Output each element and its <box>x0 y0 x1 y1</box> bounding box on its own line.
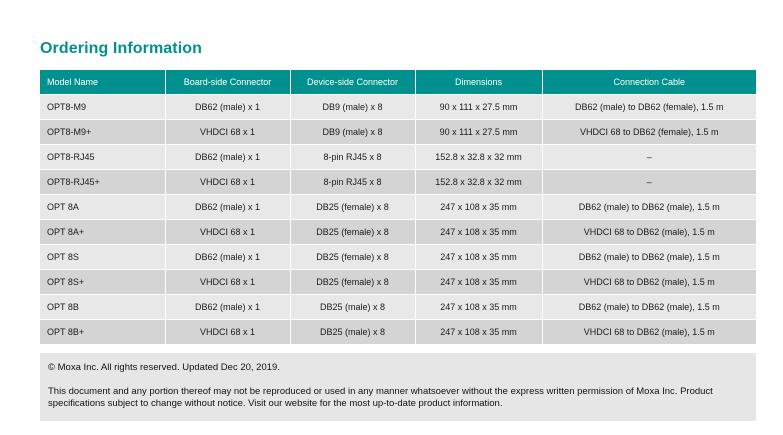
cell-model-name: OPT 8A+ <box>40 220 165 245</box>
cell-connection-cable: – <box>542 145 756 170</box>
cell-device-side-connector: DB25 (female) x 8 <box>290 270 415 295</box>
footer-notice <box>40 353 756 421</box>
cell-device-side-connector: DB25 (male) x 8 <box>290 295 415 320</box>
header-board-side-connector: Board-side Connector <box>165 70 290 95</box>
table-header-row <box>40 70 756 95</box>
cell-dimensions: 247 x 108 x 35 mm <box>415 320 542 345</box>
header-device-side-connector: Device-side Connector <box>290 70 415 95</box>
cell-connection-cable: VHDCI 68 to DB62 (male), 1.5 m <box>542 320 756 345</box>
cell-board-side-connector: DB62 (male) x 1 <box>165 145 290 170</box>
cell-model-name: OPT8-RJ45 <box>40 145 165 170</box>
cell-model-name: OPT8-M9 <box>40 95 165 120</box>
cell-dimensions: 247 x 108 x 35 mm <box>415 270 542 295</box>
cell-dimensions: 90 x 111 x 27.5 mm <box>415 120 542 145</box>
header-model-name: Model Name <box>40 70 165 95</box>
table-row <box>40 245 756 270</box>
cell-board-side-connector: VHDCI 68 x 1 <box>165 220 290 245</box>
cell-board-side-connector: VHDCI 68 x 1 <box>165 270 290 295</box>
cell-device-side-connector: DB25 (female) x 8 <box>290 245 415 270</box>
cell-connection-cable: DB62 (male) to DB62 (male), 1.5 m <box>542 195 756 220</box>
table-row <box>40 220 756 245</box>
cell-model-name: OPT 8S+ <box>40 270 165 295</box>
cell-device-side-connector: DB25 (female) x 8 <box>290 195 415 220</box>
cell-dimensions: 247 x 108 x 35 mm <box>415 220 542 245</box>
table-row <box>40 120 756 145</box>
cell-dimensions: 247 x 108 x 35 mm <box>415 195 542 220</box>
cell-device-side-connector: DB25 (male) x 8 <box>290 320 415 345</box>
cell-connection-cable: – <box>542 170 756 195</box>
section-title: Ordering Information <box>40 40 202 57</box>
table-row <box>40 170 756 195</box>
cell-connection-cable: DB62 (male) to DB62 (male), 1.5 m <box>542 295 756 320</box>
cell-device-side-connector: 8-pin RJ45 x 8 <box>290 145 415 170</box>
cell-connection-cable: VHDCI 68 to DB62 (female), 1.5 m <box>542 120 756 145</box>
cell-board-side-connector: DB62 (male) x 1 <box>165 195 290 220</box>
header-connection-cable: Connection Cable <box>542 70 756 95</box>
cell-model-name: OPT 8A <box>40 195 165 220</box>
cell-board-side-connector: DB62 (male) x 1 <box>165 245 290 270</box>
table-row <box>40 145 756 170</box>
cell-device-side-connector: DB9 (male) x 8 <box>290 95 415 120</box>
cell-device-side-connector: DB25 (female) x 8 <box>290 220 415 245</box>
cell-connection-cable: DB62 (male) to DB62 (male), 1.5 m <box>542 245 756 270</box>
table-row <box>40 95 756 120</box>
cell-dimensions: 247 x 108 x 35 mm <box>415 245 542 270</box>
cell-dimensions: 247 x 108 x 35 mm <box>415 295 542 320</box>
cell-connection-cable: VHDCI 68 to DB62 (male), 1.5 m <box>542 220 756 245</box>
cell-model-name: OPT 8B <box>40 295 165 320</box>
cell-board-side-connector: VHDCI 68 x 1 <box>165 320 290 345</box>
cell-dimensions: 152.8 x 32.8 x 32 mm <box>415 145 542 170</box>
cell-device-side-connector: DB9 (male) x 8 <box>290 120 415 145</box>
disclaimer-text: This document and any portion thereof may not be reproduced or used in any manner whatsoever without the express written permission of Moxa Inc. Product specifications subject to change without notice. Visit our website for the most up-to-date product information. <box>48 385 713 409</box>
cell-model-name: OPT 8S <box>40 245 165 270</box>
table-row <box>40 320 756 345</box>
table-row <box>40 295 756 320</box>
cell-connection-cable: VHDCI 68 to DB62 (male), 1.5 m <box>542 270 756 295</box>
ordering-table <box>40 70 756 344</box>
table-row <box>40 270 756 295</box>
cell-device-side-connector: 8-pin RJ45 x 8 <box>290 170 415 195</box>
cell-board-side-connector: DB62 (male) x 1 <box>165 295 290 320</box>
cell-connection-cable: DB62 (male) to DB62 (female), 1.5 m <box>542 95 756 120</box>
header-dimensions: Dimensions <box>415 70 542 95</box>
cell-dimensions: 90 x 111 x 27.5 mm <box>415 95 542 120</box>
table-row <box>40 195 756 220</box>
cell-board-side-connector: VHDCI 68 x 1 <box>165 120 290 145</box>
copyright-text: © Moxa Inc. All rights reserved. Updated Dec 20, 2019. <box>48 362 280 373</box>
cell-model-name: OPT8-M9+ <box>40 120 165 145</box>
cell-model-name: OPT8-RJ45+ <box>40 170 165 195</box>
cell-board-side-connector: DB62 (male) x 1 <box>165 95 290 120</box>
cell-dimensions: 152.8 x 32.8 x 32 mm <box>415 170 542 195</box>
cell-board-side-connector: VHDCI 68 x 1 <box>165 170 290 195</box>
cell-model-name: OPT 8B+ <box>40 320 165 345</box>
